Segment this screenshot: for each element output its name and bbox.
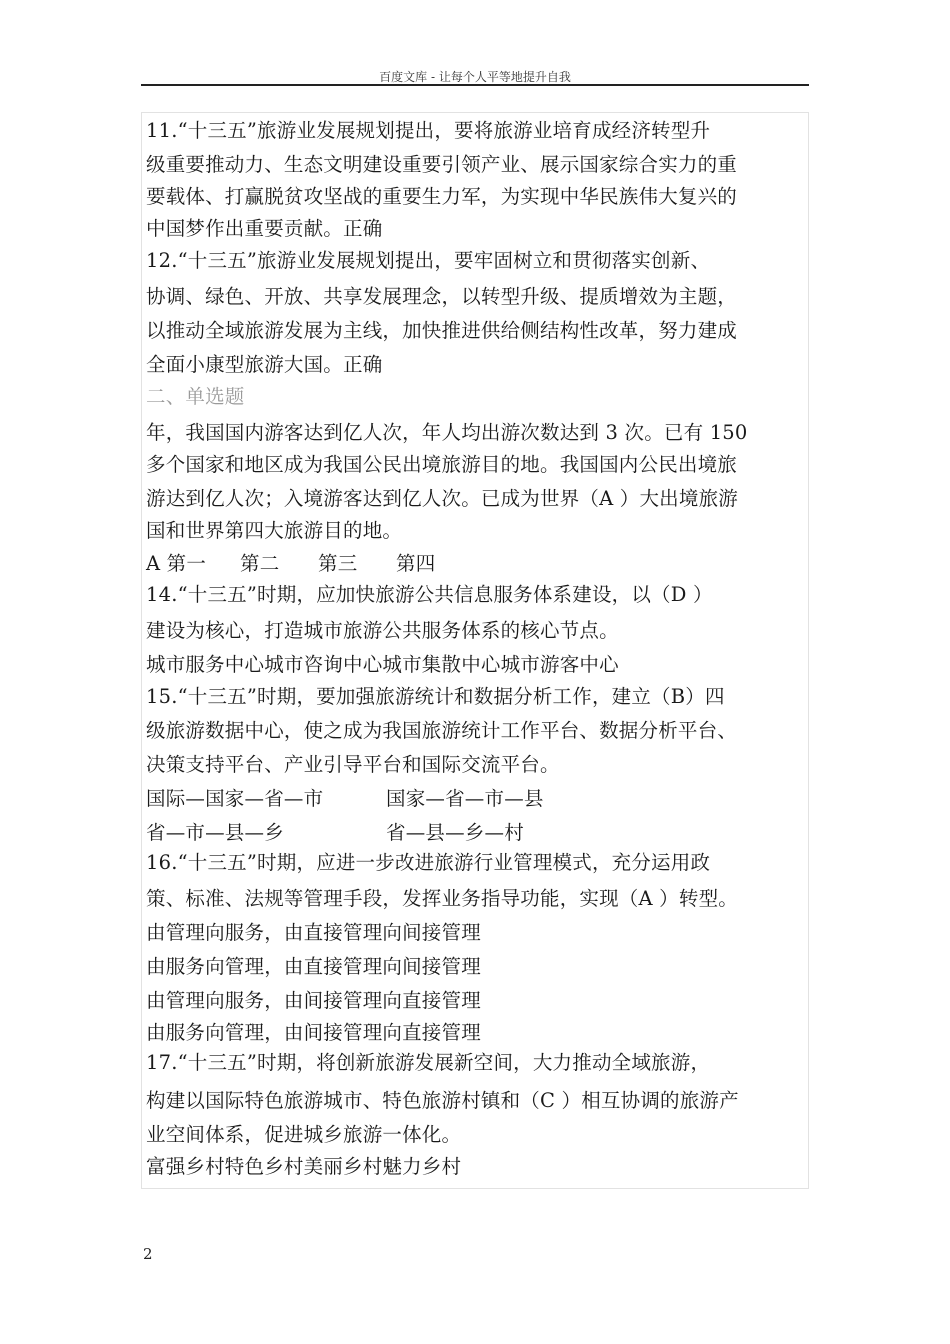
option-row	[146, 818, 524, 848]
text-line: 构建以国际特色旅游城市、特色旅游村镇和（C ）相互协调的旅游产	[146, 1089, 739, 1112]
text-line: 级重要推动力、生态文明建设重要引领产业、展示国家综合实力的重	[146, 153, 738, 176]
text-line: 由服务向管理，由间接管理向直接管理	[146, 1021, 481, 1044]
option: 第四	[396, 552, 436, 575]
text-line: 以推动全域旅游发展为主线，加快推进供给侧结构性改革，努力建成	[146, 319, 738, 342]
option: 国家—省—市—县	[386, 787, 544, 810]
option: 省—市—县—乡	[146, 821, 284, 844]
text-line: 建设为核心，打造城市旅游公共服务体系的核心节点。	[146, 619, 619, 642]
text-line: 年，我国国内游客达到亿人次，年人均出游次数达到 3 次。已有 150	[146, 421, 748, 444]
text-line: 协调、绿色、开放、共享发展理念，以转型升级、提质增效为主题，	[146, 285, 738, 308]
text-line: 11.“十三五”旅游业发展规划提出，要将旅游业培育成经济转型升	[146, 119, 711, 142]
text-line: 多个国家和地区成为我国公民出境旅游目的地。我国国内公民出境旅	[146, 453, 738, 476]
text-line: 级旅游数据中心，使之成为我国旅游统计工作平台、数据分析平台、	[146, 719, 738, 742]
text-line: 14.“十三五”时期，应加快旅游公共信息服务体系建设，以（D ）	[146, 583, 713, 606]
text-line: 要载体、打赢脱贫攻坚战的重要生力军，为实现中华民族伟大复兴的	[146, 185, 738, 208]
option-row	[146, 549, 435, 579]
option: 第二	[240, 552, 280, 575]
text-line: 国和世界第四大旅游目的地。	[146, 519, 403, 542]
text-line: 由服务向管理，由直接管理向间接管理	[146, 955, 481, 978]
text-line: 由管理向服务，由直接管理向间接管理	[146, 921, 481, 944]
text-line: 16.“十三五”时期，应进一步改进旅游行业管理模式，充分运用政	[146, 851, 711, 874]
option-row	[146, 784, 544, 814]
text-line: 决策支持平台、产业引导平台和国际交流平台。	[146, 753, 560, 776]
option: 省—县—乡—村	[386, 821, 524, 844]
text-line: 策、标准、法规等管理手段，发挥业务指导功能，实现（A ）转型。	[146, 887, 738, 910]
text-line: 中国梦作出重要贡献。正确	[146, 217, 383, 240]
page-number: 2	[143, 1245, 153, 1263]
text-line: 城市服务中心城市咨询中心城市集散中心城市游客中心	[146, 653, 619, 676]
text-line: 17.“十三五”时期，将创新旅游发展新空间，大力推动全域旅游，	[146, 1051, 711, 1074]
text-line: 15.“十三五”时期，要加强旅游统计和数据分析工作，建立（B）四	[146, 685, 725, 708]
section-heading: 二、单选题	[146, 385, 245, 408]
text-line: 业空间体系，促进城乡旅游一体化。	[146, 1123, 462, 1146]
header-rule	[141, 84, 809, 86]
text-line: 全面小康型旅游大国。正确	[146, 353, 383, 376]
text-line: 富强乡村特色乡村美丽乡村魅力乡村	[146, 1155, 462, 1178]
text-line: 由管理向服务，由间接管理向直接管理	[146, 989, 481, 1012]
option: A 第一	[146, 552, 207, 575]
option: 国际—国家—省—市	[146, 787, 324, 810]
text-line: 游达到亿人次；入境游客达到亿人次。已成为世界（A ）大出境旅游	[146, 487, 738, 510]
option: 第三	[318, 552, 358, 575]
page-header: 百度文库 - 让每个人平等地提升自我	[379, 70, 571, 84]
text-line: 12.“十三五”旅游业发展规划提出，要牢固树立和贯彻落实创新、	[146, 249, 711, 272]
